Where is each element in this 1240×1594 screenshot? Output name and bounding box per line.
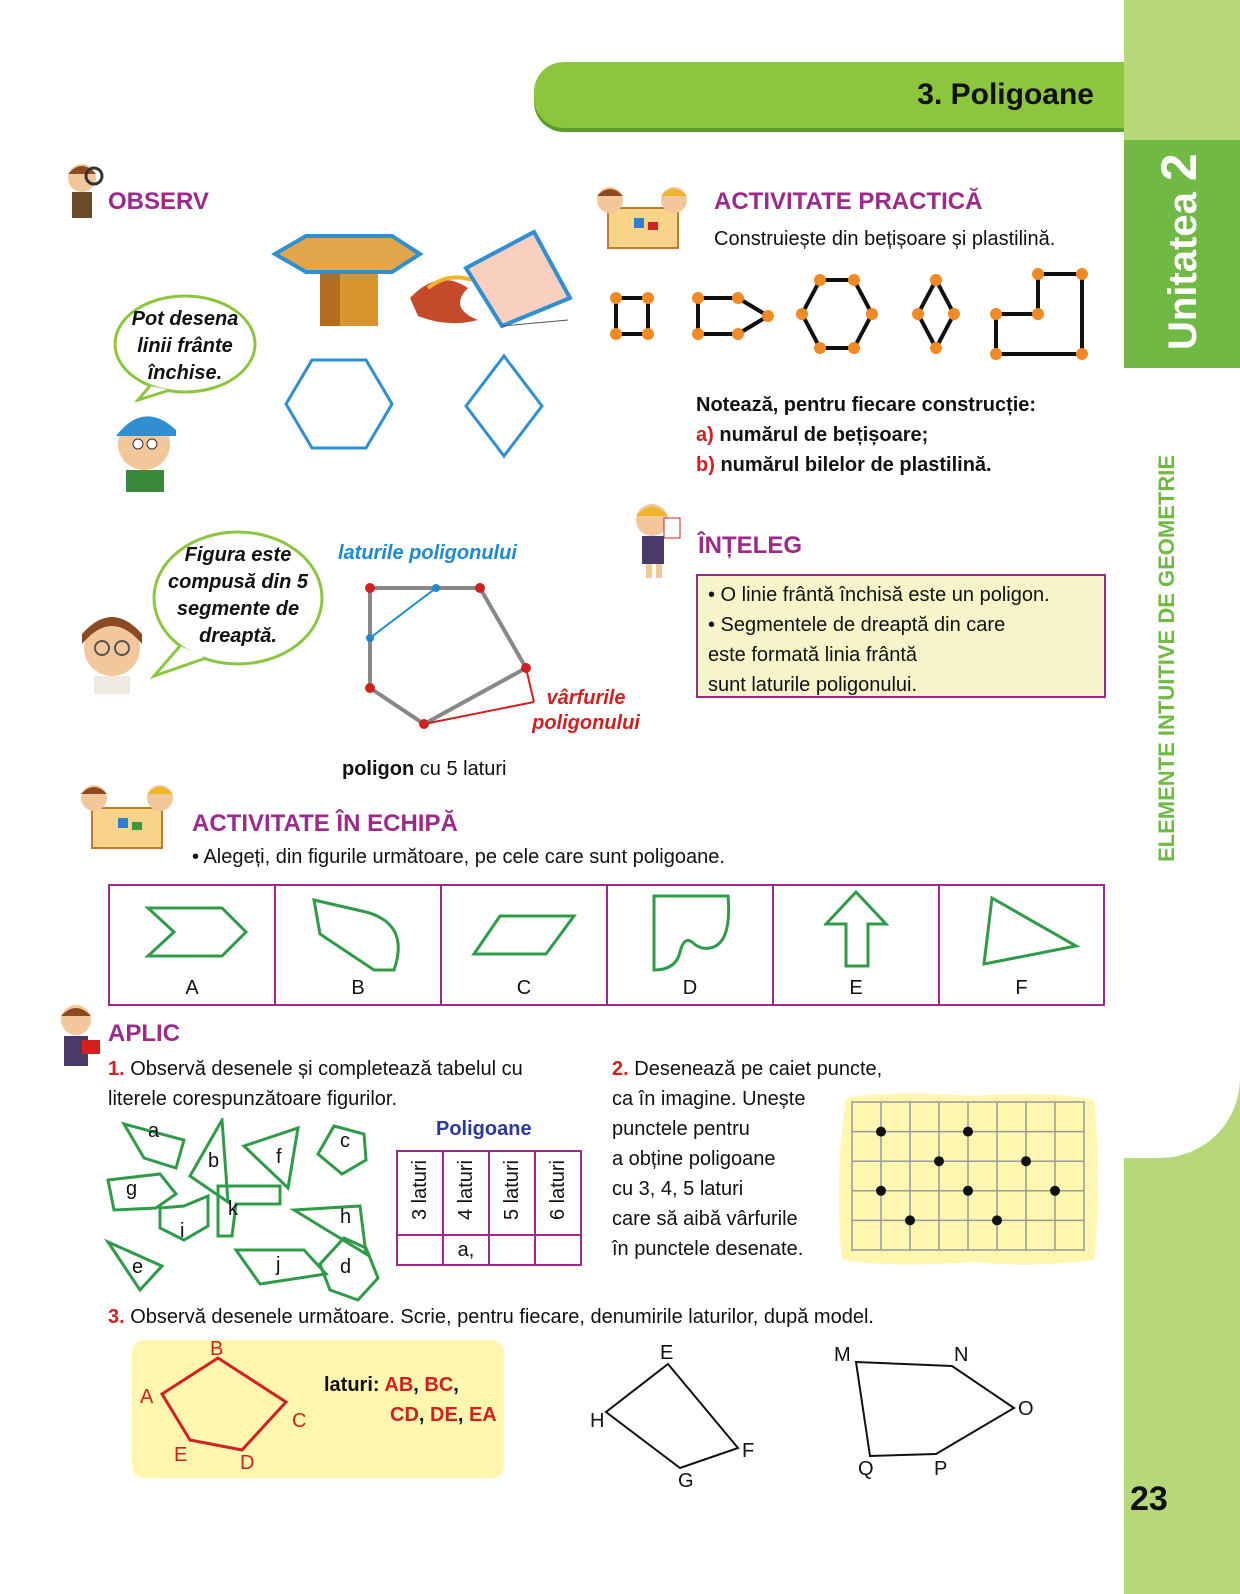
inteleg-line-1: • O linie frântă închisă este un poligon. xyxy=(708,584,1050,606)
shape-cell-b xyxy=(276,886,442,1004)
bubble-2-text: Figura este compusă din 5 segmente de dreaptă. xyxy=(167,544,309,647)
shape-letter-e: E xyxy=(849,977,863,999)
ex1-shape-h xyxy=(294,1206,366,1254)
side-bc: BC xyxy=(424,1374,454,1396)
ex1-body: Observă desenele și completează tabelul cu literele corespunzătoare figurilor. xyxy=(108,1058,523,1110)
ex1-letter-f: f xyxy=(276,1146,282,1168)
point-g: G xyxy=(678,1470,694,1492)
stick-square-shape xyxy=(610,292,654,340)
practica-b xyxy=(696,450,992,480)
unit-label xyxy=(1150,153,1208,350)
blue-rhombus-shape xyxy=(466,356,542,456)
point-n: N xyxy=(954,1344,969,1366)
ex2-line-3: punctele pentru xyxy=(612,1118,750,1140)
model-sides-line-2: CD, DE, EA xyxy=(390,1404,497,1426)
model-point-d: D xyxy=(240,1452,255,1474)
ex3-body: Observă desenele următoare. Scrie, pentru fiecare, denumirile laturilor, după model. xyxy=(124,1306,874,1328)
practica-title: ACTIVITATE PRACTICĂ xyxy=(714,188,983,215)
table-title: Poligoane xyxy=(436,1118,532,1140)
unit-word: Unitatea xyxy=(1161,192,1205,350)
practica-note: Notează, pentru fiecare construcție: xyxy=(696,394,1037,416)
echipa-instruction: • Alegeți, din figurile următoare, pe cele care sunt poligoane. xyxy=(192,846,725,868)
stick-l-shape xyxy=(990,268,1088,360)
shape-cell-d xyxy=(608,886,774,1004)
header-4-sides xyxy=(443,1151,489,1235)
inteleg-line-2: • Segmentele de dreaptă din care xyxy=(708,614,1006,636)
ex2-l1: Desenează pe caiet puncte, xyxy=(634,1058,883,1080)
cell-3-sides[interactable] xyxy=(397,1235,443,1265)
model-sides-line-1: laturi: AB, BC, xyxy=(324,1374,459,1396)
model-point-a: A xyxy=(140,1386,154,1408)
echipa-title: ACTIVITATE ÎN ECHIPĂ xyxy=(192,810,458,837)
point-p: P xyxy=(934,1458,948,1480)
dot-grid xyxy=(832,1090,1104,1270)
side-ea: EA xyxy=(468,1404,497,1426)
cell-6-sides[interactable] xyxy=(535,1235,581,1265)
header-6-text: 6 laturi xyxy=(546,1159,569,1221)
header-3-text: 3 laturi xyxy=(408,1159,431,1221)
stick-rhombus-shape xyxy=(912,274,960,354)
side-ab: AB xyxy=(384,1374,414,1396)
shape-b xyxy=(306,894,416,974)
side-de: DE xyxy=(430,1404,458,1426)
boy-reading-icon xyxy=(52,1000,104,1070)
girl-glasses-icon xyxy=(72,604,152,694)
ex1-letter-i: i xyxy=(180,1220,185,1242)
shape-cell-a xyxy=(110,886,276,1004)
stick-constructions xyxy=(604,266,1112,374)
caption-bold: poligon xyxy=(342,758,415,780)
a-text: numărul de bețișoare; xyxy=(713,424,929,446)
label-sides: laturile poligonului xyxy=(338,542,517,564)
aplic-title: APLIC xyxy=(108,1020,180,1047)
point-e: E xyxy=(660,1342,674,1364)
unit-number: 2 xyxy=(1151,153,1207,182)
ex1-letter-k: k xyxy=(228,1198,238,1220)
blue-hexagon-shape xyxy=(286,360,392,448)
ex1-text xyxy=(108,1054,568,1114)
model-label: laturi: xyxy=(324,1374,380,1396)
ex3-num: 3. xyxy=(108,1306,125,1328)
ex1-letter-c: c xyxy=(340,1130,350,1152)
inteleg-box xyxy=(696,574,1106,698)
ex1-letter-b: b xyxy=(208,1150,220,1172)
point-o: O xyxy=(1018,1398,1034,1420)
header-5-sides xyxy=(489,1151,535,1235)
pentagon-mnopq xyxy=(842,1358,1022,1468)
header-6-sides xyxy=(535,1151,581,1235)
side-cd: CD xyxy=(390,1404,419,1426)
ex2-line-7: în punctele desenate. xyxy=(612,1238,804,1260)
ex1-shape-f xyxy=(244,1128,298,1188)
b-label: b) xyxy=(696,454,715,476)
header-4-text: 4 laturi xyxy=(454,1159,477,1221)
a-label: a) xyxy=(696,424,714,446)
shape-e xyxy=(824,890,894,970)
polygon-caption xyxy=(342,754,506,784)
shape-cell-e xyxy=(774,886,940,1004)
ex1-letter-h: h xyxy=(340,1206,352,1228)
page-number: 23 xyxy=(1130,1480,1168,1518)
shape-c xyxy=(470,912,580,962)
ex3-text xyxy=(108,1302,874,1332)
kids-book-icon xyxy=(588,178,698,252)
cell-4-sides[interactable]: a, xyxy=(443,1235,489,1265)
outline-shapes xyxy=(284,352,554,472)
magnifier-boy-icon xyxy=(62,160,104,226)
inteleg-line-4: sunt laturile poligonului. xyxy=(708,674,918,696)
ex1-letter-a: a xyxy=(148,1120,160,1142)
ex1-shape-j xyxy=(236,1250,326,1284)
bubble-1-text: Pot desena linii frânte închise. xyxy=(131,308,239,384)
point-f: F xyxy=(742,1440,755,1462)
header-3-sides xyxy=(397,1151,443,1235)
ex1-letter-d: d xyxy=(340,1256,352,1278)
header-bar xyxy=(534,62,1124,128)
shape-d xyxy=(650,892,740,974)
caption-rest: cu 5 laturi xyxy=(414,758,507,780)
stick-hexagon-shape xyxy=(796,274,878,354)
point-m: M xyxy=(834,1344,851,1366)
shape-a xyxy=(144,904,254,964)
practica-subtitle: Construiește din bețișoare și plastilină. xyxy=(714,228,1056,250)
inteleg-title: ÎNȚELEG xyxy=(698,532,803,559)
shape-letter-b: B xyxy=(351,977,365,999)
ex1-num: 1. xyxy=(108,1058,125,1080)
ex1-shape-g xyxy=(108,1174,176,1210)
kids-book-icon-2 xyxy=(72,776,184,852)
ex1-letter-e: e xyxy=(132,1256,144,1278)
shape-letter-f: F xyxy=(1015,977,1028,999)
practica-a xyxy=(696,420,928,450)
header-5-text: 5 laturi xyxy=(500,1159,523,1221)
sidebar-chapter-band xyxy=(1124,368,1240,1158)
shape-cell-c xyxy=(442,886,608,1004)
pentagon-diagram xyxy=(350,570,550,730)
inteleg-line-3: este formată linia frântă xyxy=(708,644,917,666)
cell-5-sides[interactable] xyxy=(489,1235,535,1265)
model-point-b: B xyxy=(210,1338,224,1360)
b-text: numărul bilelor de plastilină. xyxy=(714,454,992,476)
polygons-table xyxy=(396,1150,582,1266)
shape-letter-c: C xyxy=(516,977,532,999)
ex1-letter-j: j xyxy=(276,1254,281,1276)
observ-title: OBSERV xyxy=(108,188,209,215)
shape-letter-a: A xyxy=(185,977,199,999)
model-point-c: C xyxy=(292,1410,307,1432)
shape-letter-d: D xyxy=(682,977,698,999)
ex2-line-6: care să aibă vârfurile xyxy=(612,1208,798,1230)
ex2-line-4: a obține poligoane xyxy=(612,1148,776,1170)
girl-reading-icon xyxy=(624,494,684,580)
ex2-num: 2. xyxy=(612,1058,629,1080)
point-h: H xyxy=(590,1410,605,1432)
label-vertices: vârfurile poligonului xyxy=(532,687,640,734)
stick-pentagon-shape xyxy=(692,292,774,340)
boy-cap-icon xyxy=(110,400,180,492)
shape-cell-f xyxy=(940,886,1103,1004)
model-point-e: E xyxy=(174,1444,188,1466)
ex2-line-1 xyxy=(612,1054,882,1084)
shape-f xyxy=(980,894,1080,968)
kite-picture xyxy=(408,228,578,348)
ex2-line-2: ca în imagine. Unește xyxy=(612,1088,806,1110)
point-q: Q xyxy=(858,1458,874,1480)
quadrilateral-efgh xyxy=(600,1356,750,1476)
ex2-line-5: cu 3, 4, 5 laturi xyxy=(612,1178,744,1200)
page-title: 3. Poligoane xyxy=(917,78,1094,111)
shapes-table xyxy=(108,884,1105,1006)
chapter-label: ELEMENTE INTUITIVE DE GEOMETRIE xyxy=(1154,454,1179,862)
ex1-letter-g: g xyxy=(126,1178,138,1200)
hexagon-table-picture xyxy=(270,232,430,342)
